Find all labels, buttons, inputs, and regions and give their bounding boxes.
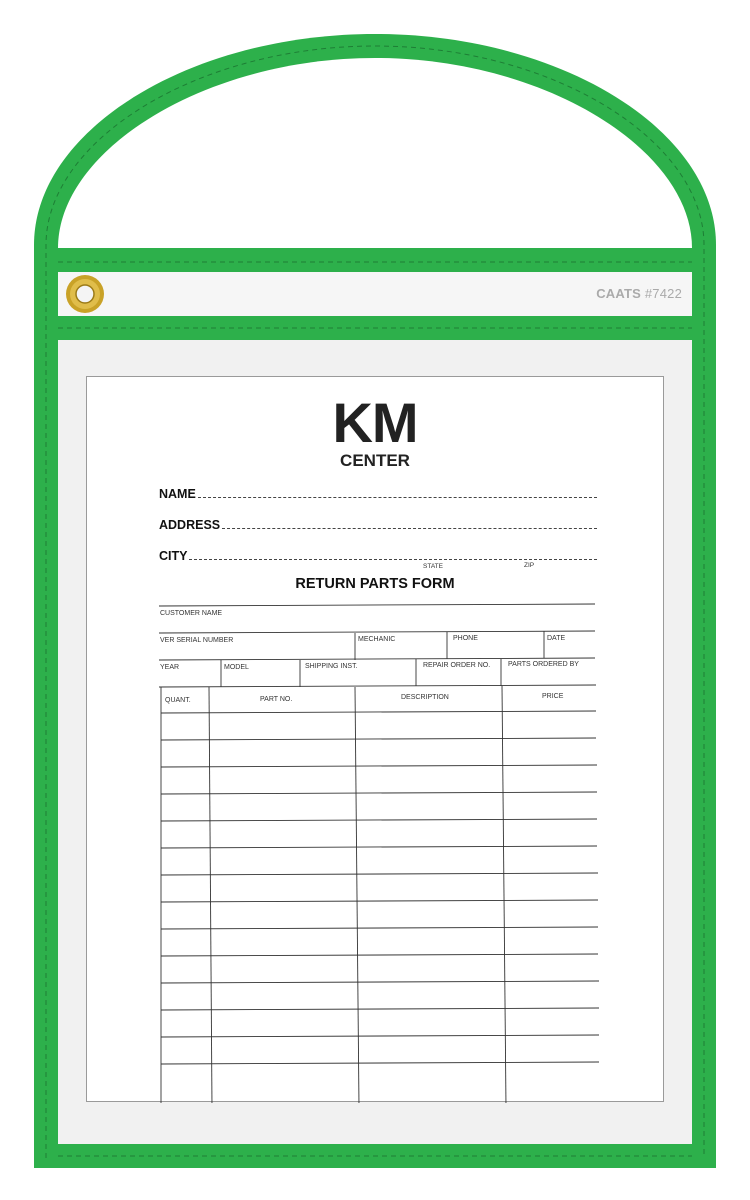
quant-header: QUANT. xyxy=(165,697,191,704)
year-label: YEAR xyxy=(160,664,180,671)
zip-label: ZIP xyxy=(524,562,535,569)
form-grid xyxy=(87,377,665,1103)
logo-sub: CENTER xyxy=(340,451,410,470)
brand-name: CAATS xyxy=(596,286,642,301)
product-code xyxy=(596,286,682,301)
logo-main: KM xyxy=(332,391,418,454)
price-header: PRICE xyxy=(542,693,564,700)
shipping-label: SHIPPING INST. xyxy=(305,663,358,670)
mechanic-label: MECHANIC xyxy=(358,636,396,643)
state-label: STATE xyxy=(423,563,443,570)
phone-label: PHONE xyxy=(453,635,478,642)
ver-serial-label: VER SERIAL NUMBER xyxy=(160,637,234,644)
return-parts-form-sheet xyxy=(86,376,664,1102)
model-label: MODEL xyxy=(224,664,249,671)
part-no-header: PART NO. xyxy=(260,696,293,703)
date-label: DATE xyxy=(547,635,566,642)
name-label: NAME xyxy=(159,487,196,501)
customer-name-label: CUSTOMER NAME xyxy=(160,610,223,617)
address-label: ADDRESS xyxy=(159,518,221,532)
city-label: CITY xyxy=(159,549,188,563)
parts-ordered-label: PARTS ORDERED BY xyxy=(508,661,579,668)
description-header: DESCRIPTION xyxy=(401,694,449,701)
product-number: #7422 xyxy=(644,286,682,301)
form-title: RETURN PARTS FORM xyxy=(295,576,455,592)
grommet-icon xyxy=(66,275,104,313)
repair-order-label: REPAIR ORDER NO. xyxy=(423,662,491,669)
